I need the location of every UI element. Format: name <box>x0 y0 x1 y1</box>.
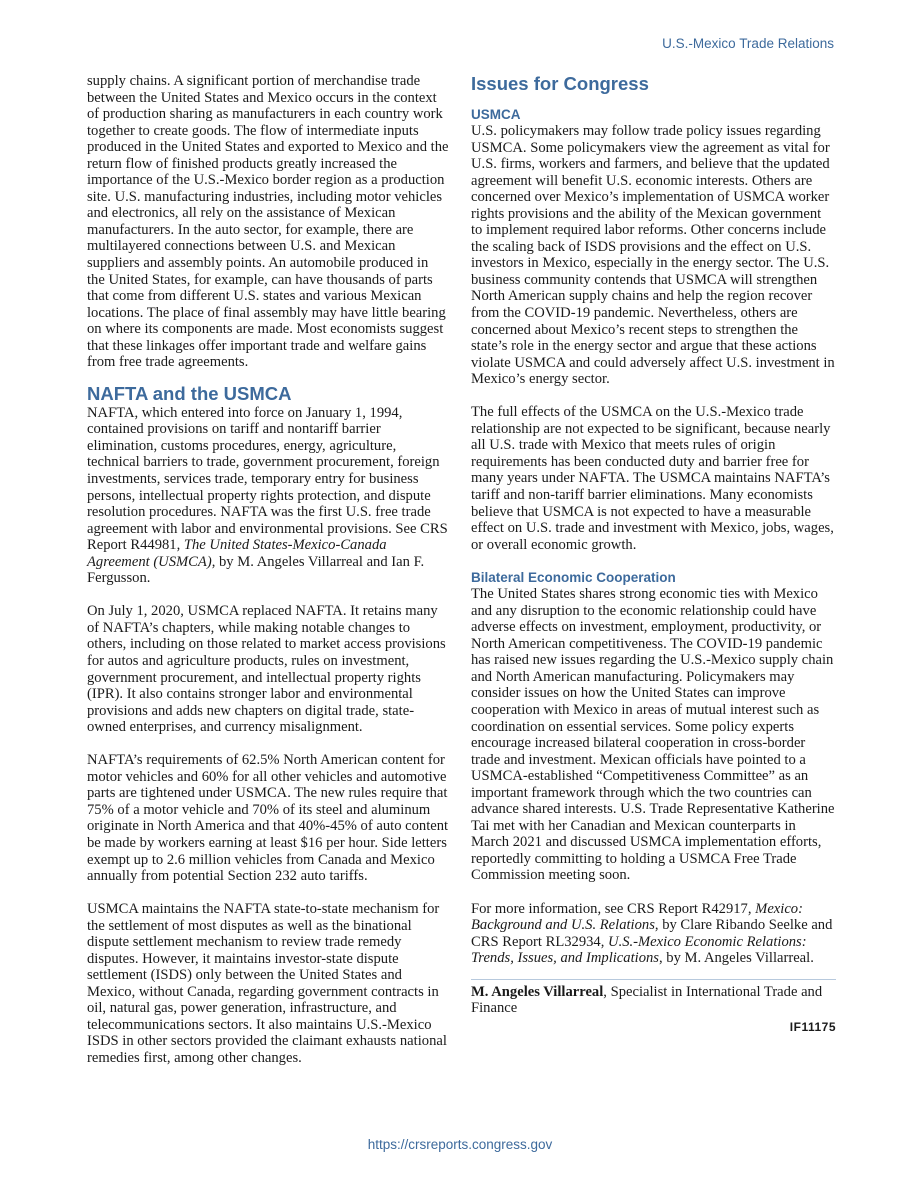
paragraph-usmca-effects: The full effects of the USMCA on the U.S.-Mexico trade relationship are not expected to be significant, because nearly all U.S. trade with Mexico that meets rules of origin requirements has been conducted duty and barrier free for many years under NAFTA. The USMCA maintains NAFTA’s tariff and non-tariff barrier eliminations. Many economists believe that USMCA is not expected to have a measurable effect on U.S. trade and investment with Mexico, jobs, wages, or overall economic growth. <box>471 404 834 553</box>
section-heading-issues-for-congress: Issues for Congress <box>471 73 649 94</box>
footer <box>0 1137 920 1152</box>
paragraph-bilateral-cooperation: The United States shares strong economic ties with Mexico and any disruption to the economic relationship could have adverse effects on investment, employment, productivity, or North American competitiveness. The COVID-19 pandemic has raised new issues regarding the U.S.-Mexico supply chain and North American manufacturing. Policymakers may consider issues on how the United States can improve cooperation with Mexico in areas of mutual interest such as coordination on essential services. Some policy experts encourage increased bilateral cooperation in cross-border trade and investment. Mexican officials have pointed to a USMCA-established “Competitiveness Committee” as an important framework through which the two countries can advance shared interests. U.S. Trade Representative Katherine Tai met with her Canadian and Mexican counterparts in March 2021 and discussed USMCA implementation efforts, reportedly committing to holding a USMCA Free Trade Commission meeting soon. <box>471 586 835 884</box>
more-info-text-c: , by M. Angeles Villarreal. <box>658 950 814 967</box>
section-heading-nafta-usmca: NAFTA and the USMCA <box>87 382 292 404</box>
report-title-usmca: The United States-Mexico-Canada Agreement (USMCA) <box>87 537 387 570</box>
left-column <box>87 73 449 1067</box>
more-info-text-b: , by Clare Ribando Seelke and CRS Report RL32934, <box>471 917 833 950</box>
paragraph-usmca-replaced: On July 1, 2020, USMCA replaced NAFTA. It retains many of NAFTA’s chapters, while making notable changes to others, including on those related to market access provisions for autos and agriculture products, rules on investment, government procurement, and intellectual property rights (IPR). It also contains stronger labor and environmental provisions and adds new chapters on digital trade, state-owned enterprises, and currency misalignment. <box>87 603 446 736</box>
footer-url-link[interactable]: https://crsreports.congress.gov <box>367 1137 553 1152</box>
paragraph-nafta-text-a: NAFTA, which entered into force on January 1, 1994, contained provisions on tariff and nontariff barrier elimination, customs procedures, energy, agriculture, technical barriers to trade, government procurement, foreign investments, services trade, temporary entry for business persons, intellectual property rights protection, and dispute resolution procedures. NAFTA was the first U.S. free trade agreement with labor and environmental provisions. See CRS Report R44981, <box>87 404 448 554</box>
report-title-mexico-background: Mexico: Background and U.S. Relations <box>471 900 803 934</box>
paragraph-usmca-policy: U.S. policymakers may follow trade policy issues regarding USMCA. Some policymakers view the agreement as vital for U.S. firms, workers and farmers, and believe that the updated agreement will benefit U.S. economic interests. Others are concerned over Mexico’s implementation of USMCA worker rights provisions and the ability of the Mexican government to implement required labor reforms. Other concerns include the scaling back of ISDS provisions and the effect on U.S. investors in Mexico, especially in the energy sector. The U.S. business community contends that USMCA will strengthen North American supply chains and help the region recover from the COVID-19 pandemic. Nevertheless, others are concerned about Mexico’s recent steps to strengthen the state’s role in the energy sector and argue that these actions violate USMCA and could adversely affect U.S. investment in Mexico’s energy sector. <box>471 123 835 388</box>
paragraph-supply-chains: supply chains. A significant portion of merchandise trade between the United States and Mexico occurs in the context of production sharing as manufacturers in each country work together to create goods. The flow of intermediate inputs produced in the United States and exported to Mexico and the return flow of finished products greatly increased the importance of the U.S.-Mexico border region as a production site. U.S. manufacturing industries, including motor vehicles and electronics, all rely on the assistance of Mexican manufacturers. In the auto sector, for example, there are multilayered connections between U.S. and Mexican suppliers and assembly points. An automobile produced in the United States, for example, can have thousands of parts that come from different U.S. states and various Mexican locations. The place of final assembly may have little bearing on where its components are made. Most economists suggest that these linkages offer important trade and welfare gains from free trade agreements. <box>87 73 449 371</box>
paragraph-nafta-text-b: , by M. Angeles Villarreal and Ian F. Fergusson. <box>87 553 425 587</box>
right-column <box>471 73 836 1034</box>
paragraph-more-information <box>471 901 836 967</box>
author-role: , Specialist in International Trade and Finance <box>471 983 823 1017</box>
product-number: IF11175 <box>789 1019 836 1034</box>
paragraph-nafta-overview <box>87 405 449 587</box>
subheading-bilateral-cooperation: Bilateral Economic Cooperation <box>471 570 676 586</box>
paragraph-rules-of-origin: NAFTA’s requirements of 62.5% North American content for motor vehicles and 60% for all other vehicles and automotive parts are tightened under USMCA. The new rules require that 75% of a motor vehicle and 70% of its steel and aluminum originate in North America and that 40%-45% of auto content be made by workers earning at least $16 per hour. Side letters exempt up to 2.6 million vehicles from Canada and Mexico annually from potential Section 232 auto tariffs. <box>87 752 449 885</box>
subheading-usmca: USMCA <box>471 107 521 122</box>
more-info-text-a: For more information, see CRS Report R42917, <box>471 900 756 917</box>
running-header-title: U.S.-Mexico Trade Relations <box>662 36 834 51</box>
report-title-economic-relations: U.S.-Mexico Economic Relations: Trends, Issues, and Implications <box>471 933 807 967</box>
author-divider <box>471 979 836 980</box>
author-name: M. Angeles Villarreal <box>471 983 604 1000</box>
author-line <box>471 984 836 1017</box>
paragraph-dispute-settlement: USMCA maintains the NAFTA state-to-state mechanism for the settlement of most disputes as well as the binational dispute settlement mechanism to review trade remedy disputes. However, it maintains investor-state dispute settlement (ISDS) only between the United States and Mexico, without Canada, regarding government contracts in oil, natural gas, power generation, infrastructure, and telecommunications sectors. It also maintains U.S.-Mexico ISDS in other sectors provided the claimant exhausts national remedies first, among other changes. <box>87 901 447 1067</box>
